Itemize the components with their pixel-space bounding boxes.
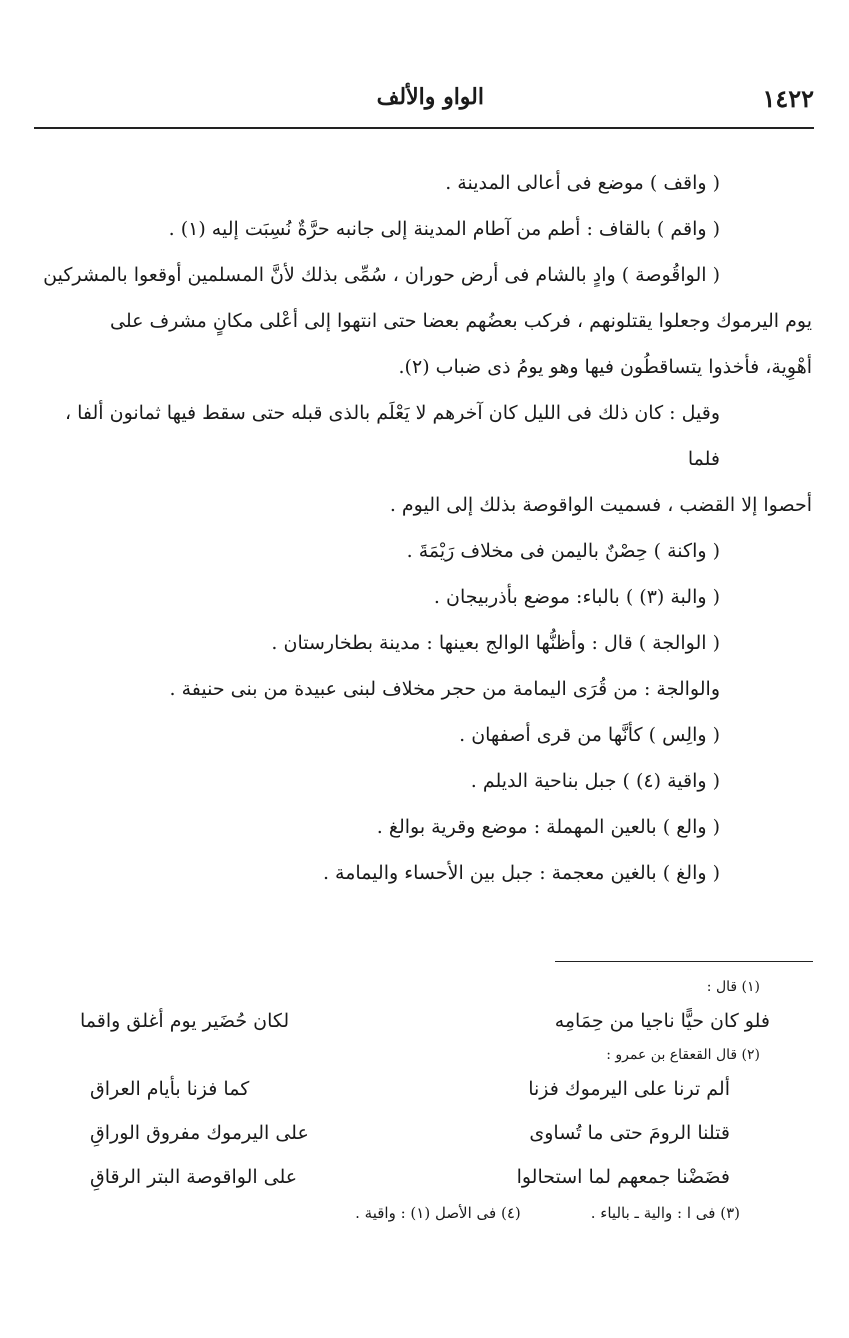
footnote-4: (٤) فى الأصل (١) : واقية . (355, 1204, 521, 1222)
footnote-2-verse-1 (90, 1067, 730, 1111)
entry-wali-ghain: ( والغ ) بالغين معجمة : جبل بين الأحساء واليمامة . (322, 862, 720, 884)
verse-hemistich: على الواقوصة البتر الرقاقِ (90, 1166, 298, 1188)
verse-hemistich: فضَضْنا جمعهم لما استحالوا (516, 1166, 730, 1188)
verse-hemistich: فلو كان حيًّا ناجيا من حِمَامِه (554, 1010, 770, 1032)
entry-waliba: ( والبة (٣) ) بالباء: موضع بأذربيجان . (433, 586, 720, 608)
entry-waqusa-qil: وقيل : كان ذلك فى الليل كان آخرهم لا يَعْلَم بالذى قبله حتى سقط فيها ثمانون ألفا ، فلما (64, 402, 720, 470)
verse-hemistich: لكان حُضَير يوم أغلق واقما (80, 1010, 290, 1032)
entry-waqim: ( واقم ) بالقاف : أطم من آطام المدينة إلى جانبه حرَّةٌ نُسِبَت إليه (١) . (168, 218, 720, 240)
entry-walis: ( والِس ) كأنَّها من قرى أصفهان . (459, 724, 720, 746)
entry-walwalija: والوالجة : من قُرَى اليمامة من حجر مخلاف لبنى عبيدة من بنى حنيفة . (169, 678, 720, 700)
footnote-rule (555, 961, 813, 962)
verse-hemistich: على اليرموك مفروق الوراقِ (90, 1122, 309, 1144)
footnote-2-verse-3 (90, 1155, 730, 1199)
running-title: الواو والألف (376, 84, 484, 110)
footnote-1-verse (80, 999, 770, 1043)
footnotes-3-4 (40, 1199, 760, 1227)
verse-hemistich: كما فزنا بأيام العراق (90, 1078, 250, 1100)
footnote-2-verse-2 (90, 1111, 730, 1155)
verse-hemistich: قتلنا الرومَ حتى ما تُساوى (529, 1122, 730, 1144)
entry-alwalija: ( الوالجة ) قال : وأظنُّها الوالج بعينها : مدينة بطخارستان . (271, 632, 720, 654)
entry-waqiya: ( واقية (٤) ) جبل بناحية الديلم . (470, 770, 720, 792)
entry-waqusa-qil-cont: أحصوا إلا القضب ، فسميت الواقوصة بذلك إلى اليوم . (389, 494, 812, 516)
main-text (40, 160, 812, 896)
footnote-1-label: (١) قال : (706, 979, 760, 995)
entry-waqif: ( واقف ) موضع فى أعالى المدينة . (445, 172, 720, 194)
entry-waqusa: ( الواقُوصة ) وادٍ بالشام فى أرض حوران ، سُمِّى بذلك لأنَّ المسلمين أوقعوا بالمشركين (43, 264, 720, 286)
entry-wakina: ( واكنة ) حِصْنٌ باليمن فى مخلاف رَيْمَةَ . (406, 540, 720, 562)
footnote-3: (٣) فى ا : والية ـ بالياء . (590, 1204, 740, 1222)
entry-wali-ain: ( والع ) بالعين المهملة : موضع وقرية بوالغ . (376, 816, 720, 838)
footnote-2-label: (٢) قال القعقاع بن عمرو : (606, 1047, 760, 1063)
page-header (34, 84, 814, 124)
page-number: ١٤٢٢ (762, 84, 814, 113)
footnotes (40, 975, 770, 1227)
verse-hemistich: ألم ترنا على اليرموك فزنا (528, 1078, 730, 1100)
entry-waqusa-cont-1: يوم اليرموك وجعلوا يقتلونهم ، فركب بعضُهم بعضا حتى انتهوا إلى أعْلى مكانٍ مشرف على (109, 310, 812, 332)
header-rule (34, 127, 814, 129)
entry-waqusa-cont-2: أهْوِية، فأخذوا يتساقطُون فيها وهو يومُ ذى ضباب (٢). (398, 356, 812, 378)
